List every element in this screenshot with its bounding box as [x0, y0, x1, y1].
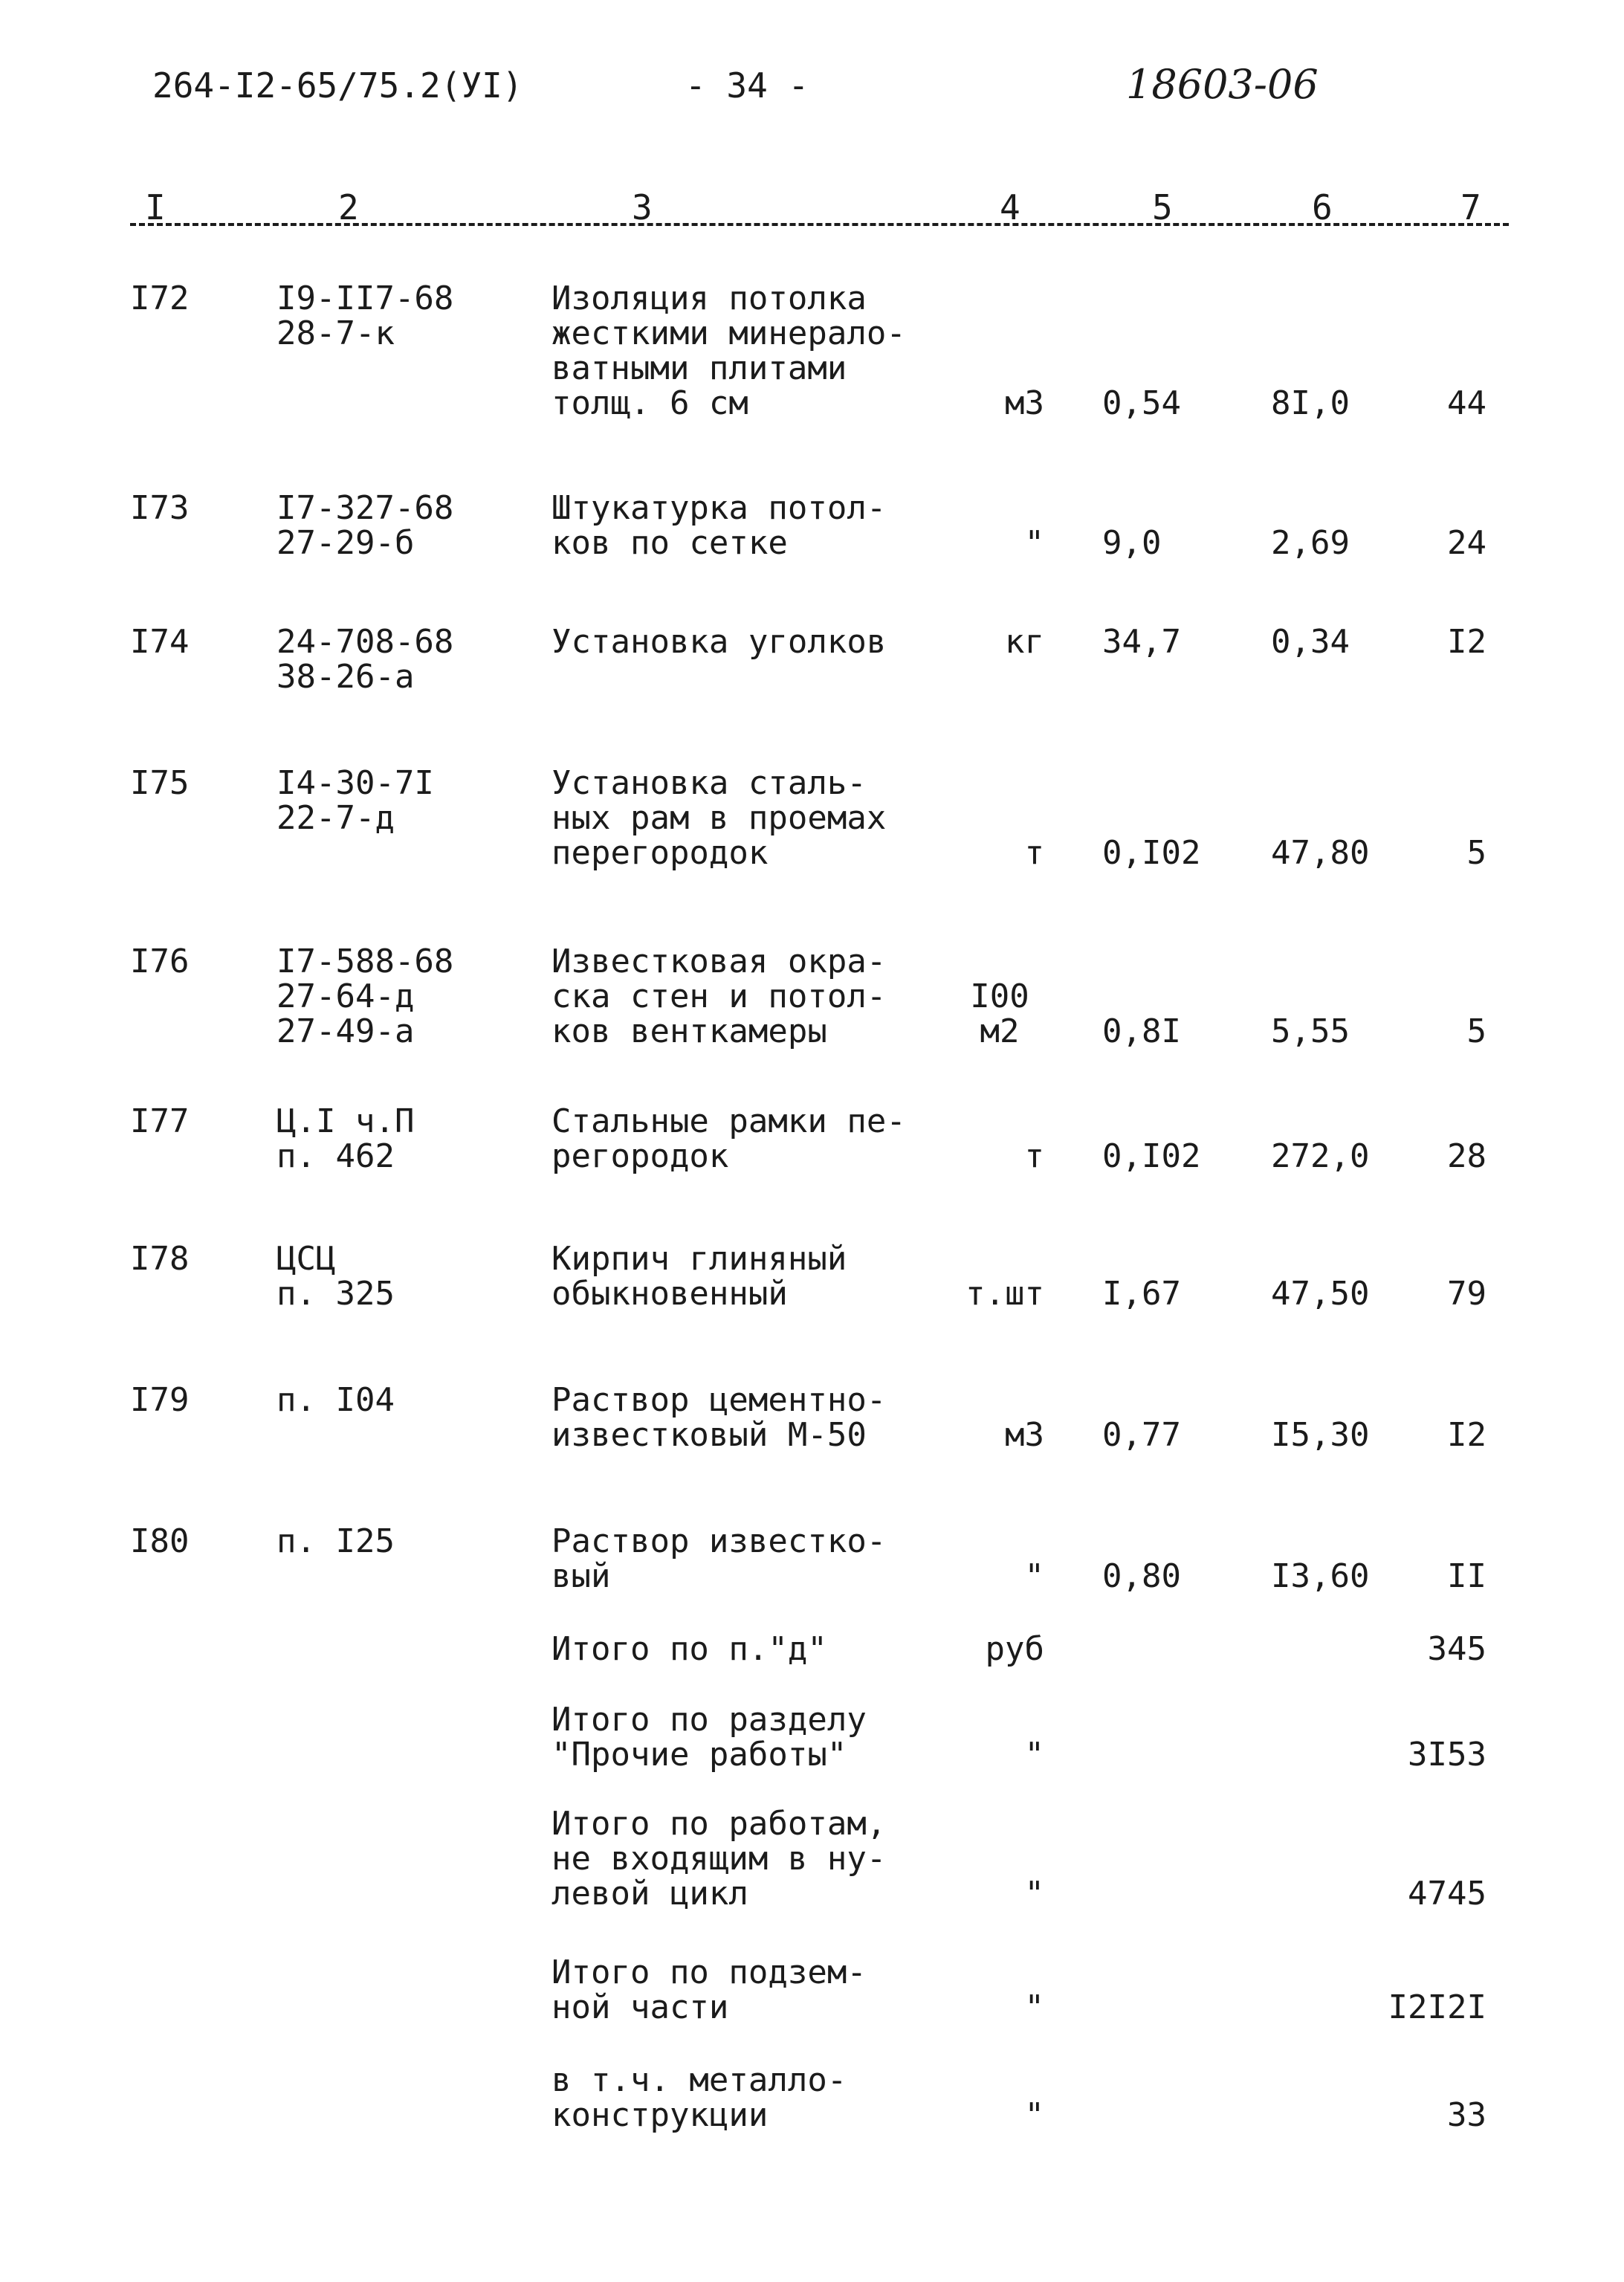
reference-code-line: п. 325: [276, 1275, 395, 1313]
unit-price: I5,30: [1271, 1416, 1370, 1454]
total-cost: 5: [1466, 1012, 1486, 1050]
reference-code-line: I9-II7-68: [276, 279, 454, 317]
total-sum: 33: [1447, 2096, 1486, 2134]
total-label-line: "Прочие работы": [551, 1736, 847, 1774]
total-label-line: в т.ч. металло-: [551, 2061, 847, 2099]
column-number-3: 3: [632, 187, 653, 227]
total-cost: I2: [1447, 1416, 1486, 1454]
work-description-line: регородок: [551, 1137, 729, 1175]
work-description: [551, 766, 886, 870]
column-header-rule: [130, 223, 1509, 226]
reference-code: [276, 1104, 414, 1174]
row-number: I73: [130, 489, 190, 527]
row-number: I80: [130, 1522, 190, 1560]
reference-code: [276, 1524, 395, 1559]
document-code: 264-I2-65/75.2(УI): [152, 65, 523, 106]
row-number: I75: [130, 764, 190, 802]
total-cost: 24: [1447, 524, 1486, 562]
work-description-line: Установка уголков: [551, 623, 887, 661]
work-description: [551, 1383, 886, 1452]
work-description-line: ков по сетке: [551, 524, 788, 562]
work-description: [551, 1524, 886, 1594]
work-description-line: Изоляция потолка: [551, 279, 867, 317]
unit: т.шт: [965, 1275, 1044, 1313]
reference-code-line: I7-588-68: [276, 943, 454, 980]
row-number: I72: [130, 279, 190, 317]
work-description-line: Стальные рамки пе-: [551, 1102, 906, 1140]
unit-price: 272,0: [1271, 1137, 1370, 1175]
unit: ": [1024, 1557, 1044, 1595]
unit: т: [1024, 1137, 1044, 1175]
total-cost: I2: [1447, 623, 1486, 661]
work-description-line: ков венткамеры: [551, 1012, 827, 1050]
reference-code: [276, 491, 453, 560]
reference-code-line: п. I04: [276, 1381, 395, 1419]
column-number-5: 5: [1152, 187, 1173, 227]
total-unit: ": [1024, 1988, 1044, 2026]
work-description-line: вый: [551, 1557, 611, 1595]
reference-code-line: I4-30-7I: [276, 764, 434, 802]
column-number-2: 2: [338, 187, 359, 227]
total-cost: 44: [1447, 384, 1486, 422]
reference-code: [276, 766, 434, 835]
reference-code: [276, 1383, 395, 1418]
work-description-line: Раствор известко-: [551, 1522, 887, 1560]
reference-code-line: 24-708-68: [276, 623, 454, 661]
total-cost: 79: [1447, 1275, 1486, 1313]
unit: кг: [1005, 623, 1044, 661]
total-label: [551, 2063, 847, 2133]
total-label-line: не входящим в ну-: [551, 1840, 887, 1878]
quantity: 34,7: [1102, 623, 1181, 661]
reference-code-line: 27-49-а: [276, 1012, 415, 1050]
total-unit: ": [1024, 2096, 1044, 2134]
total-label-line: Итого по работам,: [551, 1805, 887, 1843]
work-description: [551, 281, 906, 421]
reference-code-line: 22-7-д: [276, 799, 395, 837]
document-number: 18603-06: [1126, 61, 1319, 108]
column-number-4: 4: [1000, 187, 1020, 227]
total-cost: II: [1447, 1557, 1486, 1595]
reference-code-line: 28-7-к: [276, 314, 395, 352]
unit: ": [1024, 524, 1044, 562]
total-label-line: конструкции: [551, 2096, 769, 2134]
work-description-line: обыкновенный: [551, 1275, 788, 1313]
work-description-line: толщ. 6 см: [551, 384, 748, 422]
total-cost: 5: [1466, 834, 1486, 872]
reference-code: [276, 1241, 395, 1311]
work-description: [551, 1104, 906, 1174]
unit: м3: [1005, 384, 1044, 422]
total-label: [551, 1806, 886, 1911]
work-description-line: Известковая окра-: [551, 943, 887, 980]
work-description-line: ватными плитами: [551, 349, 847, 387]
column-number-1: I: [145, 187, 166, 227]
total-unit: ": [1024, 1875, 1044, 1913]
total-label-line: Итого по п."д": [551, 1630, 827, 1668]
total-label-line: ной части: [551, 1988, 729, 2026]
work-description-line: жесткими минерало-: [551, 314, 906, 352]
reference-code-line: п. I25: [276, 1522, 395, 1560]
reference-code: [276, 624, 453, 694]
row-number: I79: [130, 1381, 190, 1419]
work-description-line: Раствор цементно-: [551, 1381, 887, 1419]
unit: м3: [1005, 1416, 1044, 1454]
row-number: I78: [130, 1240, 190, 1278]
row-number: I77: [130, 1102, 190, 1140]
unit-price: 47,80: [1271, 834, 1370, 872]
work-description-line: известковый М-50: [551, 1416, 867, 1454]
work-description-line: Установка сталь-: [551, 764, 867, 802]
quantity: 0,I02: [1102, 1137, 1201, 1175]
work-description: [551, 944, 886, 1049]
reference-code-line: Ц.I ч.П: [276, 1102, 415, 1140]
unit: I00 м2: [970, 977, 1029, 1050]
quantity: 0,54: [1102, 384, 1181, 422]
total-cost: 28: [1447, 1137, 1486, 1175]
reference-code-line: п. 462: [276, 1137, 395, 1175]
total-label: [551, 1955, 867, 2025]
total-sum: 345: [1427, 1630, 1486, 1668]
reference-code-line: I7-327-68: [276, 489, 454, 527]
total-label-line: Итого по подзем-: [551, 1953, 867, 1991]
quantity: I,67: [1102, 1275, 1181, 1313]
work-description: [551, 491, 886, 560]
total-sum: 4745: [1408, 1875, 1486, 1913]
work-description-line: ска стен и потол-: [551, 977, 887, 1015]
unit-price: 47,50: [1271, 1275, 1370, 1313]
reference-code: [276, 944, 453, 1049]
work-description-line: перегородок: [551, 834, 769, 872]
unit-price: I3,60: [1271, 1557, 1370, 1595]
reference-code-line: 27-29-б: [276, 524, 415, 562]
total-label-line: левой цикл: [551, 1875, 748, 1913]
quantity: 0,77: [1102, 1416, 1181, 1454]
total-unit: ": [1024, 1736, 1044, 1774]
reference-code: [276, 281, 453, 351]
quantity: 0,80: [1102, 1557, 1181, 1595]
quantity: 0,I02: [1102, 834, 1201, 872]
quantity: 9,0: [1102, 524, 1162, 562]
unit-price: 5,55: [1271, 1012, 1350, 1050]
work-description-line: ных рам в проемах: [551, 799, 887, 837]
unit: т: [1024, 834, 1044, 872]
reference-code-line: 38-26-а: [276, 658, 415, 696]
work-description-line: Кирпич глиняный: [551, 1240, 847, 1278]
total-sum: 3I53: [1408, 1736, 1486, 1774]
page-number: - 34 -: [685, 65, 809, 106]
column-number-6: 6: [1312, 187, 1333, 227]
total-label: [551, 1632, 827, 1667]
total-label-line: Итого по разделу: [551, 1701, 867, 1739]
quantity: 0,8I: [1102, 1012, 1181, 1050]
reference-code-line: 27-64-д: [276, 977, 415, 1015]
unit-price: 8I,0: [1271, 384, 1350, 422]
row-number: I76: [130, 943, 190, 980]
work-description-line: Штукатурка потол-: [551, 489, 887, 527]
column-number-7: 7: [1460, 187, 1481, 227]
unit-price: 0,34: [1271, 623, 1350, 661]
work-description: [551, 624, 886, 659]
total-sum: I2I2I: [1388, 1988, 1486, 2026]
total-unit: руб: [985, 1630, 1044, 1668]
total-label: [551, 1702, 867, 1772]
work-description: [551, 1241, 847, 1311]
row-number: I74: [130, 623, 190, 661]
unit-price: 2,69: [1271, 524, 1350, 562]
reference-code-line: ЦСЦ: [276, 1240, 336, 1278]
